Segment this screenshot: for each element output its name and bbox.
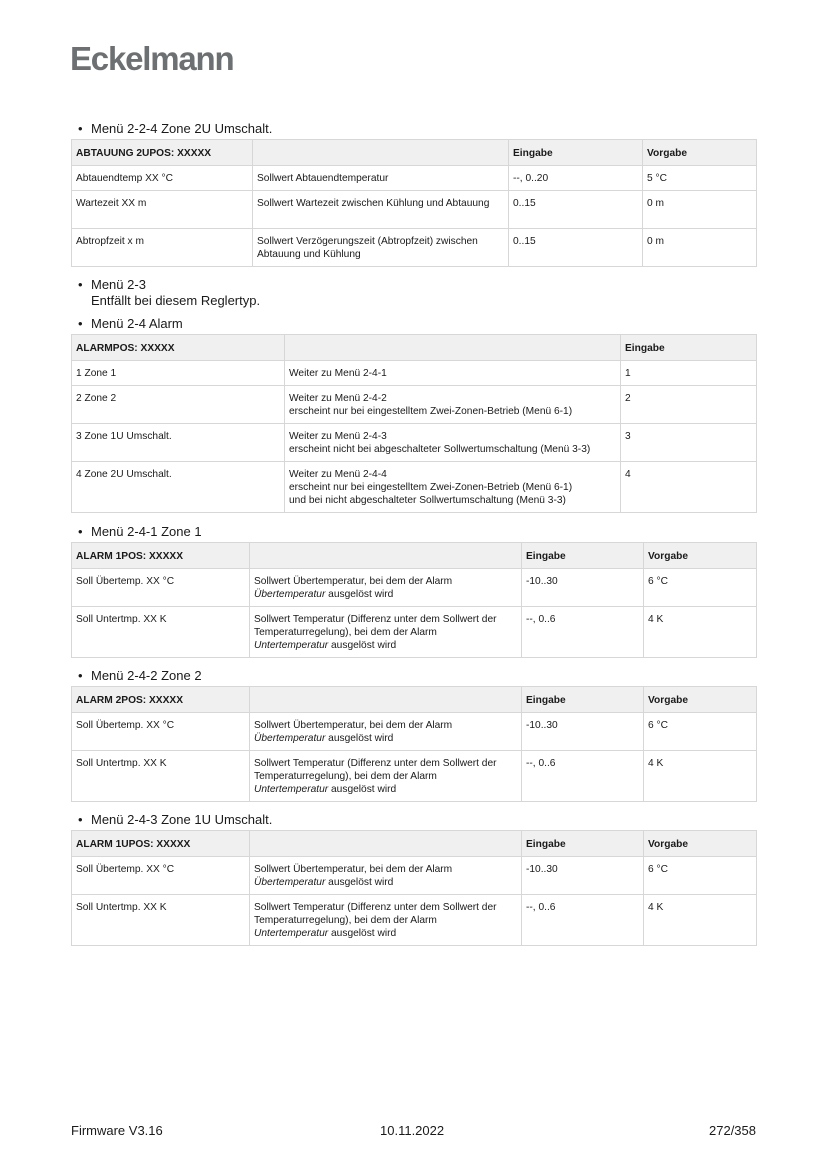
table-cell: 4 Zone 2U Umschalt. [72,462,285,513]
table-header: Eingabe [509,140,643,166]
table-cell: Sollwert Temperatur (Differenz unter dem Sollwert der Temperaturregelung), bei dem der Alarm Untertemperatur ausgelöst wird [250,895,522,946]
table-cell: -10..30 [522,857,644,895]
table-header: Eingabe [522,687,644,713]
table-cell: Soll Übertemp. XX °C [72,713,250,751]
footer-firmware: Firmware V3.16 [71,1123,163,1138]
table-cell: 0 m [643,229,757,267]
table-header: Eingabe [522,831,644,857]
table-cell: Sollwert Wartezeit zwischen Kühlung und Abtauung [253,191,509,229]
table-cell: 1 [621,361,757,386]
table-cell: 4 K [644,751,757,802]
table-row [72,569,757,607]
table-row [72,386,757,424]
table-header: ALARM 1POS: XXXXX [72,543,250,569]
table-cell: 4 K [644,607,757,658]
table-cell: Sollwert Übertemperatur, bei dem der Alarm Übertemperatur ausgelöst wird [250,713,522,751]
table-cell: --, 0..6 [522,895,644,946]
section-note: Entfällt bei diesem Reglertyp. [91,293,261,308]
table-header: ALARM 2POS: XXXXX [72,687,250,713]
footer-page-number: 272/358 [709,1123,756,1138]
table-cell: 6 °C [644,569,757,607]
table-cell: 4 [621,462,757,513]
footer-date: 10.11.2022 [380,1123,445,1138]
alarm-zone1u-table [71,830,757,946]
table-cell: 1 Zone 1 [72,361,285,386]
table-cell: -10..30 [522,713,644,751]
table-header [250,687,522,713]
table-cell: Soll Untertmp. XX K [72,607,250,658]
table-row [72,191,757,229]
table-cell: 0..15 [509,229,643,267]
table-cell: 6 °C [644,713,757,751]
table-cell: Soll Übertemp. XX °C [72,569,250,607]
table-cell: Weiter zu Menü 2-4-3 erscheint nicht bei abgeschalteter Sollwertumschaltung (Menü 3-3) [285,424,621,462]
table-cell: --, 0..6 [522,751,644,802]
table-cell: -10..30 [522,569,644,607]
table-header [285,335,621,361]
table-cell: Sollwert Übertemperatur, bei dem der Alarm Übertemperatur ausgelöst wird [250,569,522,607]
section-title: • Menü 2-2-4 Zone 2U Umschalt. [78,121,273,136]
table-header: ABTAUUNG 2UPOS: XXXXX [72,140,253,166]
section-title: • Menü 2-4-3 Zone 1U Umschalt. [78,812,273,827]
table-cell: Abtropfzeit x m [72,229,253,267]
section-title: • Menü 2-3 Entfällt bei diesem Reglertyp. [78,277,261,308]
table-cell: Soll Untertmp. XX K [72,751,250,802]
table-cell: 3 Zone 1U Umschalt. [72,424,285,462]
alarm-zone1-table [71,542,757,658]
table-cell: --, 0..6 [522,607,644,658]
table-header [250,543,522,569]
table-cell: 0..15 [509,191,643,229]
table-cell: 3 [621,424,757,462]
table-header: Vorgabe [644,687,757,713]
table-cell: Soll Übertemp. XX °C [72,857,250,895]
table-cell: --, 0..20 [509,166,643,191]
table-cell: Sollwert Abtauendtemperatur [253,166,509,191]
section-title: • Menü 2-4-1 Zone 1 [78,524,202,539]
table-cell: Sollwert Temperatur (Differenz unter dem Sollwert der Temperaturregelung), bei dem der Alarm Untertemperatur ausgelöst wird [250,751,522,802]
table-cell: Sollwert Übertemperatur, bei dem der Alarm Übertemperatur ausgelöst wird [250,857,522,895]
table-cell: Soll Untertmp. XX K [72,895,250,946]
table-header: Eingabe [621,335,757,361]
alarm-menu-table [71,334,757,513]
table-row [72,361,757,386]
table-header [253,140,509,166]
alarm-zone2-table [71,686,757,802]
table-cell: 5 °C [643,166,757,191]
table-row [72,751,757,802]
table-cell: Wartezeit XX m [72,191,253,229]
section-title: • Menü 2-4 Alarm [78,316,183,331]
defrost-table [71,139,757,267]
table-cell: 2 [621,386,757,424]
table-row [72,713,757,751]
table-row [72,229,757,267]
table-cell: 4 K [644,895,757,946]
table-row [72,462,757,513]
table-header: ALARMPOS: XXXXX [72,335,285,361]
table-cell: Weiter zu Menü 2-4-2 erscheint nur bei eingestelltem Zwei-Zonen-Betrieb (Menü 6-1) [285,386,621,424]
table-row [72,424,757,462]
company-logo: Eckelmann [70,40,234,77]
table-header: ALARM 1UPOS: XXXXX [72,831,250,857]
table-header: Eingabe [522,543,644,569]
table-cell: 0 m [643,191,757,229]
table-cell: 6 °C [644,857,757,895]
table-row [72,895,757,946]
table-cell: 2 Zone 2 [72,386,285,424]
section-title: • Menü 2-4-2 Zone 2 [78,668,202,683]
table-cell: Sollwert Temperatur (Differenz unter dem Sollwert der Temperaturregelung), bei dem der Alarm Untertemperatur ausgelöst wird [250,607,522,658]
table-header: Vorgabe [644,831,757,857]
table-cell: Sollwert Verzögerungszeit (Abtropfzeit) zwischen Abtauung und Kühlung [253,229,509,267]
table-cell: Abtauendtemp XX °C [72,166,253,191]
table-header: Vorgabe [644,543,757,569]
table-header: Vorgabe [643,140,757,166]
table-header [250,831,522,857]
table-cell: Weiter zu Menü 2-4-4 erscheint nur bei eingestelltem Zwei-Zonen-Betrieb (Menü 6-1) und bei nicht abgeschalteter Sollwertumschaltung (Menü 3-3) [285,462,621,513]
table-row [72,607,757,658]
table-row [72,166,757,191]
table-row [72,857,757,895]
table-cell: Weiter zu Menü 2-4-1 [285,361,621,386]
